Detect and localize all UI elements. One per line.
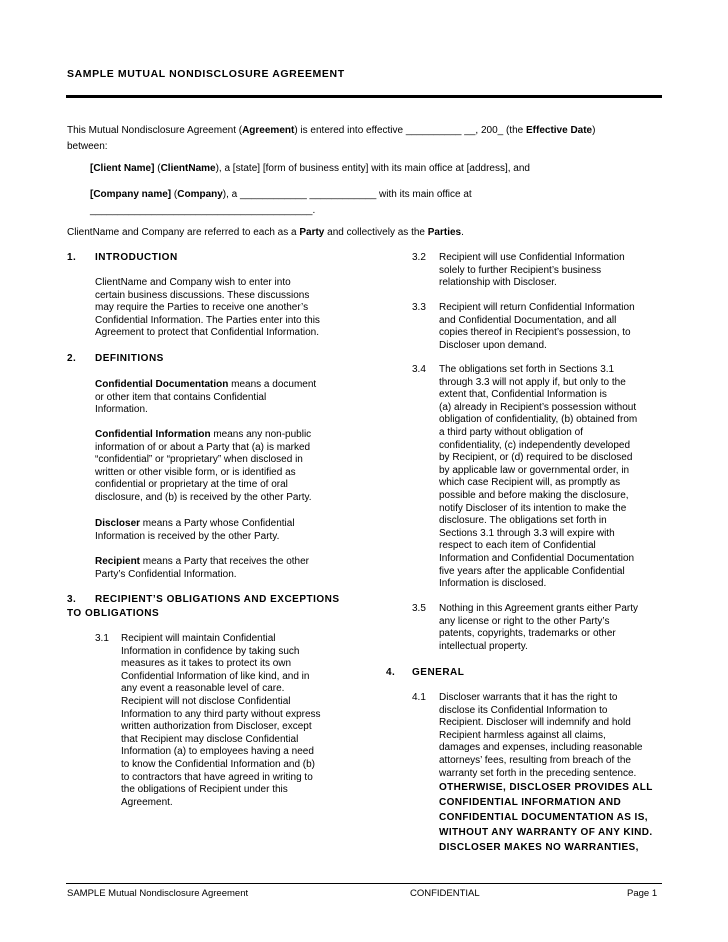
intro-paragraph: This Mutual Nondisclosure Agreement (Agreement) is entered into effective __________ __, 200_ (the Effective Date) between: <box>67 125 596 152</box>
clause-3-3-body: Recipient will return Confidential Information and Confidential Documentation, and all copies thereof in Recipient’s possession, to Discloser upon demand. <box>439 302 635 351</box>
disclaimer-text: OTHERWISE, DISCLOSER PROVIDES ALL CONFIDENTIAL INFORMATION AND CONFIDENTIAL DOCUMENTATION AS IS, WITHOUT ANY WARRANTY OF ANY KIND. DISCLOSER MAKES NO WARRANTIES, <box>439 782 653 854</box>
definition-confidential-documentation: Confidential Documentation means a document or other item that contains Confidential Information. <box>95 379 317 416</box>
footer-document-name: SAMPLE Mutual Nondisclosure Agreement <box>67 888 249 899</box>
footer-confidential-label: CONFIDENTIAL <box>410 888 480 899</box>
clause-4-1-number: 4.1 <box>412 692 426 703</box>
footer-divider <box>66 883 662 884</box>
clause-3-5-body: Nothing in this Agreement grants either Party any license or right to the other Party’s patents, copyrights, trademarks or other intellectual property. <box>439 603 638 652</box>
footer-page-number: Page 1 <box>627 888 658 899</box>
definition-discloser: Discloser means a Party whose Confidential Information is received by the other Party. <box>95 518 295 542</box>
section-1-heading: INTRODUCTION <box>95 252 178 263</box>
section-3-heading-line-2: TO OBLIGATIONS <box>67 608 160 619</box>
effective-date-term: Effective Date <box>525 125 593 136</box>
clause-3-4-number: 3.4 <box>412 364 426 375</box>
definition-confidential-information: Confidential Information means any non-public information of or about a Party that (a) is marked “confidential” or “proprietary” when disclosed in written or other visible form, or is identified as confidential or proprietary at the time of oral disclosure, and (b) is received by the other Party. <box>95 429 312 503</box>
section-4-number: 4. <box>386 667 396 678</box>
section-3-number: 3. <box>67 594 77 605</box>
client-name: [Client Name] <box>90 163 155 174</box>
company-address-blank: ________________________________________. <box>90 205 316 216</box>
clause-3-5-number: 3.5 <box>412 603 426 614</box>
clause-3-4-body: The obligations set forth in Sections 3.1 through 3.3 will not apply if, but only to the extent that, Confidential Information is (a) already in Recipient’s possession without obligation of confidentiality, (b) obtained from a third party without obligation of confidentiality, (c) independently developed by Recipient, or (d) required to be disclosed by applicable law or governmental order, in which case Recipient will, as promptly as possible and before making the disclosure, notify Discloser of its intention to make the disclosure. The obligations set forth in Sections 3.1 through 3.3 will expire with respect to each item of Confidential Information and Confidential Documentation five years after the applicable Confidential Information is disclosed. <box>439 364 638 590</box>
company-short-name: Company <box>177 189 223 200</box>
document-title: SAMPLE MUTUAL NONDISCLOSURE AGREEMENT <box>67 68 345 80</box>
agreement-term: Agreement <box>242 125 295 136</box>
section-2-number: 2. <box>67 353 77 364</box>
clause-3-1-number: 3.1 <box>95 633 109 644</box>
party-term: Party <box>299 227 325 238</box>
clause-3-1-body: Recipient will maintain Confidential Information in confidence by taking such measures as it takes to protect its own Confidential Information of like kind, and in any event a reasonable level of care. Recipient will not disclose Confidential Information to any third party without express written authorization from Discloser, except that Recipient may disclose Confidential Information (a) to employees having a need to know the Confidential Information and (b) to contractors that have agreed in writing to the obligations of Recipient under this Agreement. <box>121 633 321 808</box>
company-name: [Company name] <box>90 189 172 200</box>
section-2-heading: DEFINITIONS <box>95 353 164 364</box>
section-1-body: ClientName and Company wish to enter into certain business discussions. These discussions may require the Parties to receive one another’s Confidential Information. The Parties enter into this Agreement to protect that Confidential Information. <box>95 277 320 339</box>
definition-recipient: Recipient means a Party that receives the other Party’s Confidential Information. <box>95 556 309 580</box>
section-4-heading: GENERAL <box>412 667 465 678</box>
client-short-name: ClientName <box>160 163 216 174</box>
client-party-line: [Client Name] (ClientName), a [state] [form of business entity] with its main office at [address], and <box>90 163 530 174</box>
parties-term: Parties <box>427 227 462 238</box>
parties-definition: ClientName and Company are referred to each as a Party and collectively as the Parties. <box>67 227 464 238</box>
clause-4-1-body: Discloser warrants that it has the right to disclose its Confidential Information to Recipient. Discloser will indemnify and hold Recipient harmless against all claims, damages and expenses, including reasonable attorneys’ fees, resulting from breach of the warranty set forth in the preceding sentence. OTHERWISE, DISCLOSER PROVIDES ALL CONFIDENTIAL INFORMATION AND CONFIDENTIAL DOCUMENTATION AS IS, WITHOUT ANY WARRANTY OF ANY KIND. DISCLOSER MAKES NO WARRANTIES, <box>439 692 674 855</box>
section-3-heading-line-1: RECIPIENT’S OBLIGATIONS AND EXCEPTIONS <box>95 594 340 605</box>
clause-3-2-body: Recipient will use Confidential Information solely to further Recipient’s business relationship with Discloser. <box>439 252 625 289</box>
clause-3-2-number: 3.2 <box>412 252 426 263</box>
company-party-line: [Company name] (Company), a ____________ ____________ with its main office at ________________________________________. <box>90 187 670 219</box>
clause-3-3-number: 3.3 <box>412 302 426 313</box>
title-divider <box>66 95 662 98</box>
section-1-number: 1. <box>67 252 77 263</box>
